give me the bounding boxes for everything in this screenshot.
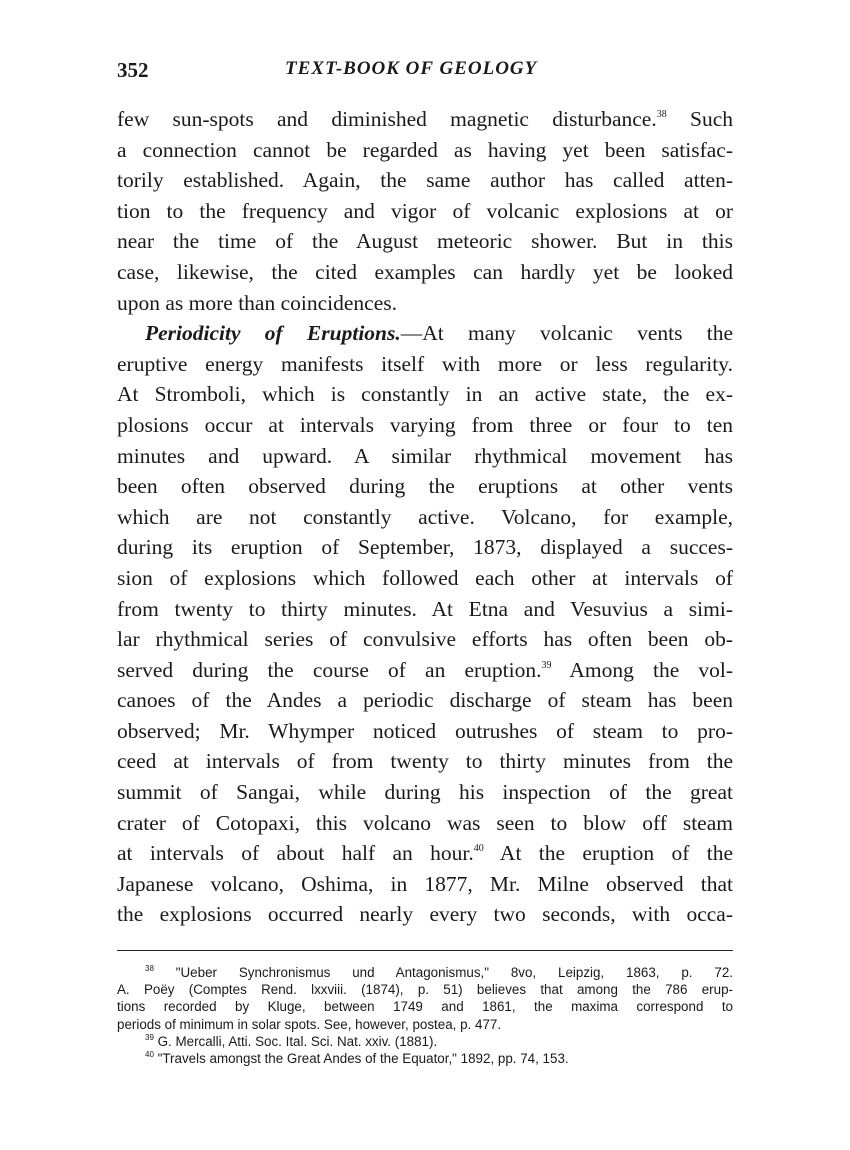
text-line: which are not constantly active. Volcano, for example, bbox=[117, 504, 733, 529]
text-line: crater of Cotopaxi, this volcano was seen to blow off steam bbox=[117, 810, 733, 835]
text-line: the explosions occurred nearly every two seconds, with occa- bbox=[117, 902, 733, 927]
footnote-ref[interactable]: 40 bbox=[473, 843, 484, 855]
footnote-39: $^{39}$ G. Mercalli, Atti. Soc. Ital. Sci. Nat. xxiv. (1881). bbox=[145, 1032, 438, 1049]
running-title: TEXT-BOOK OF GEOLOGY bbox=[285, 58, 538, 79]
text-line: minutes and upward. A similar rhythmical movement has bbox=[117, 443, 733, 468]
page-header bbox=[117, 58, 733, 88]
text-line: served during the course of an eruption.$^{39}$ Among the vol- bbox=[117, 657, 733, 682]
text-line: Japanese volcano, Oshima, in 1877, Mr. Milne observed that bbox=[117, 871, 733, 896]
text-line: at intervals of about half an hour.$^{40}$ At the eruption of the bbox=[117, 841, 733, 866]
text-line: sion of explosions which followed each other at intervals of bbox=[117, 565, 733, 590]
text-line: lar rhythmical series of convulsive efforts has often been ob- bbox=[117, 627, 733, 652]
text-line: canoes of the Andes a periodic discharge of steam has been bbox=[117, 688, 733, 713]
text-line: upon as more than coincidences. bbox=[117, 290, 398, 315]
text-line: At Stromboli, which is constantly in an active state, the ex- bbox=[117, 382, 733, 407]
body-text bbox=[117, 104, 733, 930]
footnote-ref[interactable]: 39 bbox=[541, 659, 552, 671]
footnote-40: $^{40}$ "Travels amongst the Great Andes of the Equator," 1892, pp. 74, 153. bbox=[145, 1050, 569, 1067]
text-line: tion to the frequency and vigor of volcanic explosions at or bbox=[117, 198, 733, 223]
footnote-38-cont: A. Poëy (Comptes Rend. lxxviii. (1874), p. 51) believes that among the 786 erup- bbox=[117, 982, 733, 998]
footnotes bbox=[117, 964, 733, 1067]
text-line: few sun-spots and diminished magnetic disturbance.$^{38}$ Such bbox=[117, 107, 733, 131]
text-line: observed; Mr. Whymper noticed outrushes of steam to pro- bbox=[117, 718, 733, 743]
footnote-divider bbox=[117, 950, 733, 951]
text-line: been often observed during the eruptions at other vents bbox=[117, 474, 733, 499]
footnote-ref[interactable]: 38 bbox=[656, 109, 667, 120]
text-line: near the time of the August meteoric shower. But in this bbox=[117, 229, 733, 254]
text-line: eruptive energy manifests itself with more or less regularity. bbox=[117, 351, 733, 376]
text-line: case, likewise, the cited examples can hardly yet be looked bbox=[117, 259, 733, 284]
text-line: a connection cannot be regarded as having yet been satisfac- bbox=[117, 137, 733, 162]
text-line: torily established. Again, the same author has called atten- bbox=[117, 168, 733, 193]
text-line: plosions occur at intervals varying from three or four to ten bbox=[117, 412, 733, 437]
text-line: Periodicity of Eruptions.—At many volcanic vents the bbox=[145, 321, 733, 346]
section-side-heading: Periodicity of Eruptions. bbox=[145, 321, 401, 346]
footnote-38: $^{38}$ "Ueber Synchronismus und Antagonismus," 8vo, Leipzig, 1863, p. 72. bbox=[145, 964, 733, 980]
footnote-38-cont: periods of minimum in solar spots. See, however, postea, p. 477. bbox=[117, 1016, 502, 1032]
text-line: from twenty to thirty minutes. At Etna and Vesuvius a simi- bbox=[117, 596, 733, 621]
text-line: ceed at intervals of from twenty to thirty minutes from the bbox=[117, 749, 733, 774]
footnote-38-cont: tions recorded by Kluge, between 1749 and 1861, the maxima correspond to bbox=[117, 999, 733, 1015]
text-line: during its eruption of September, 1873, displayed a succes- bbox=[117, 535, 733, 560]
text-line: summit of Sangai, while during his inspection of the great bbox=[117, 780, 733, 805]
page-number: 352 bbox=[117, 58, 149, 82]
